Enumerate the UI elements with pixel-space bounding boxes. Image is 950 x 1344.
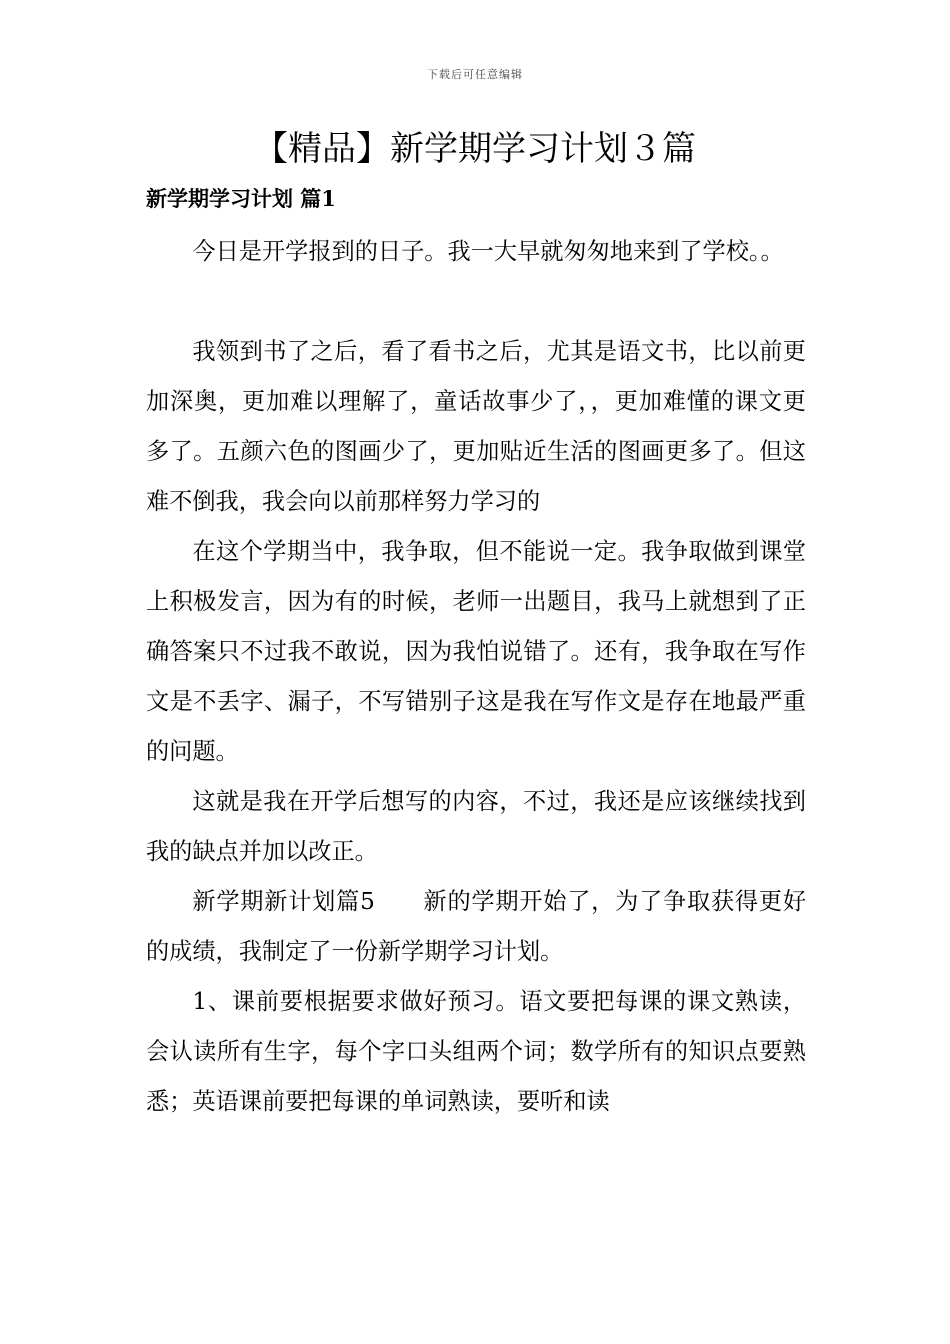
paragraph-new-books: 我领到书了之后，看了看书之后，尤其是语文书，比以前更加深奥，更加难以理解了，童话故事少了，，更加难懂的课文更多了。五颜六色的图画少了，更加贴近生活的图画更多了。但这难不倒我，我会向以前那样努力学习的 [146,338,806,515]
paragraph-preview: 1、课前要根据要求做好预习。语文要把每课的课文熟读，会认读所有生字，每个字口头组两个词；数学所有的知识点要熟悉；英语课前要把每课的单词熟读，要听和读 [146,988,806,1115]
section-heading: 新学期学习计划 篇1 [146,186,336,211]
document-title: 【精品】新学期学习计划３篇 [254,129,696,169]
document-body [146,227,806,1127]
paragraph-new-plan: 新学期新计划篇5 新的学期开始了，为了争取获得更好的成绩，我制定了一份新学期学习计划。 [146,888,806,965]
header-note: 下载后可任意编辑 [427,68,523,81]
paragraph-school-day: 今日是开学报到的日子。我一大早就匆匆地来到了学校。。 [192,238,784,265]
paragraph-summary: 这就是我在开学后想写的内容，不过，我还是应该继续找到我的缺点并加以改正。 [146,788,806,865]
paragraph-goals: 在这个学期当中，我争取，但不能说一定。我争取做到课堂上积极发言，因为有的时候，老师一出题目，我马上就想到了正确答案只不过我不敢说，因为我怕说错了。还有，我争取在写作文是不丢字、漏子，不写错别子这是我在写作文是存在地最严重的问题。 [146,538,806,765]
blank-line [146,277,806,327]
